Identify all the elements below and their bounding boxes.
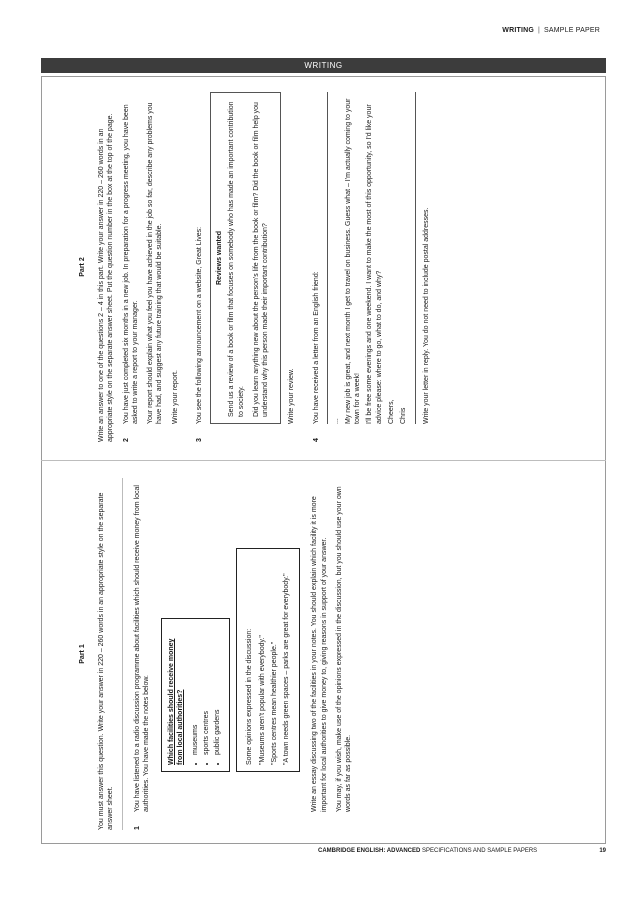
running-head-section: WRITING bbox=[502, 27, 534, 34]
part-2-instructions: Write an answer to one of the questions 2 – 4 in this part. Write your answer in 220 – 260 words in an appropriate style on the separate answer sheet. Put the question number in the box at the top of the page. bbox=[98, 113, 115, 442]
task-4-closing: Write your letter in reply. You do not need to include postal addresses. bbox=[423, 207, 431, 424]
task-1 bbox=[133, 478, 360, 830]
task-3-closing: Write your review. bbox=[288, 368, 296, 424]
optional-note: You may, if you wish, make use of the opinions expressed in the discussion, but you should use your own words as far as possible. bbox=[335, 486, 352, 812]
page-footer bbox=[318, 848, 606, 854]
letter-line: Cheers, bbox=[387, 399, 395, 424]
notes-item: • museums bbox=[191, 625, 200, 755]
opinion-quote: "Museums aren't popular with everybody." bbox=[258, 635, 266, 765]
task-2-line: Write your report. bbox=[171, 370, 179, 424]
part-1-rule bbox=[122, 478, 123, 830]
part-1-instructions: You must answer this question. Write your answer in 220 – 260 words in an appropriate style on the separate answer sheet. bbox=[98, 492, 115, 830]
task-3-intro: You see the following announcement on a website, Great Lives: bbox=[195, 226, 203, 424]
footer-subtitle: SPECIFICATIONS AND SAMPLE PAPERS bbox=[422, 848, 538, 854]
part-1-title: Part 1 bbox=[79, 644, 86, 664]
task-3 bbox=[195, 92, 303, 442]
letter-line: Chris bbox=[400, 407, 408, 424]
reviews-wanted-line: Did you learn anything new about the person's life from the book or film? Did the book or film help you understand why this person made their important contribution? bbox=[252, 102, 270, 417]
notes-item: • public gardens bbox=[213, 625, 222, 755]
running-head-separator: | bbox=[538, 27, 541, 34]
task-number: 3 bbox=[195, 438, 203, 442]
part-2-title: Part 2 bbox=[79, 257, 86, 277]
opinion-quote: "A town needs green spaces – parks are great for everybody." bbox=[283, 573, 291, 765]
page-divider bbox=[41, 460, 606, 461]
notes-item: • sports centres bbox=[202, 625, 211, 755]
task-number: 4 bbox=[312, 438, 320, 442]
letter-line: My new job is great, and next month I get to travel on business. Guess what – I'm actually coming to your town for a week! bbox=[344, 98, 362, 424]
task-2-line: Your report should explain what you feel you have achieved in the job so far, describe any problems you have had, and suggest any future training that would be suitable. bbox=[147, 102, 164, 424]
part-2-panel bbox=[74, 86, 572, 448]
reviews-wanted-box bbox=[210, 92, 281, 424]
page-number: 19 bbox=[599, 848, 606, 854]
task-1-intro: You have listened to a radio discussion programme about facilities which should receive money from local authorities. You have made the notes below. bbox=[133, 485, 150, 812]
task-4-intro: You have received a letter from an English friend: bbox=[312, 271, 320, 424]
essay-instruction: Write an essay discussing two of the facilities in your notes. You should explain which facility it is more important for local authorities to give money to, giving reasons in support of your answer. bbox=[311, 496, 328, 812]
friend-letter-box bbox=[327, 92, 417, 424]
task-2 bbox=[122, 92, 186, 442]
task-number: 2 bbox=[122, 438, 130, 442]
task-2-line: You have just completed six months in a new job. In preparation for a progress meeting, you have been asked to write a report to your manager. bbox=[122, 104, 139, 424]
section-bar: WRITING bbox=[41, 58, 606, 73]
notes-list bbox=[191, 625, 223, 765]
opinions-box bbox=[236, 548, 300, 772]
notes-heading: Which facilities should receive money from local authorities? bbox=[168, 638, 185, 765]
running-head bbox=[502, 27, 600, 34]
letter-line: I'll be free some evenings and one weekend. I want to make the most of this opportunity, so I'd like your advice please: where to go, what to do, and why? bbox=[366, 104, 383, 424]
reviews-wanted-line: Send us a review of a book or film that focuses on somebody who has made an important contribution to society. bbox=[228, 101, 245, 417]
task-number: 1 bbox=[133, 826, 141, 830]
running-head-label: SAMPLE PAPER bbox=[544, 27, 600, 34]
part-1-panel bbox=[74, 472, 572, 836]
opinion-quote: "Sports centres mean healthier people." bbox=[270, 641, 278, 765]
reviews-wanted-title: Reviews wanted bbox=[216, 230, 224, 286]
footer-publication: CAMBRIDGE ENGLISH: ADVANCED bbox=[318, 848, 421, 854]
opinions-heading: Some opinions expressed in the discussion: bbox=[246, 628, 254, 765]
letter-line: ... bbox=[332, 418, 340, 424]
notes-box bbox=[161, 618, 230, 772]
task-4 bbox=[312, 92, 438, 442]
